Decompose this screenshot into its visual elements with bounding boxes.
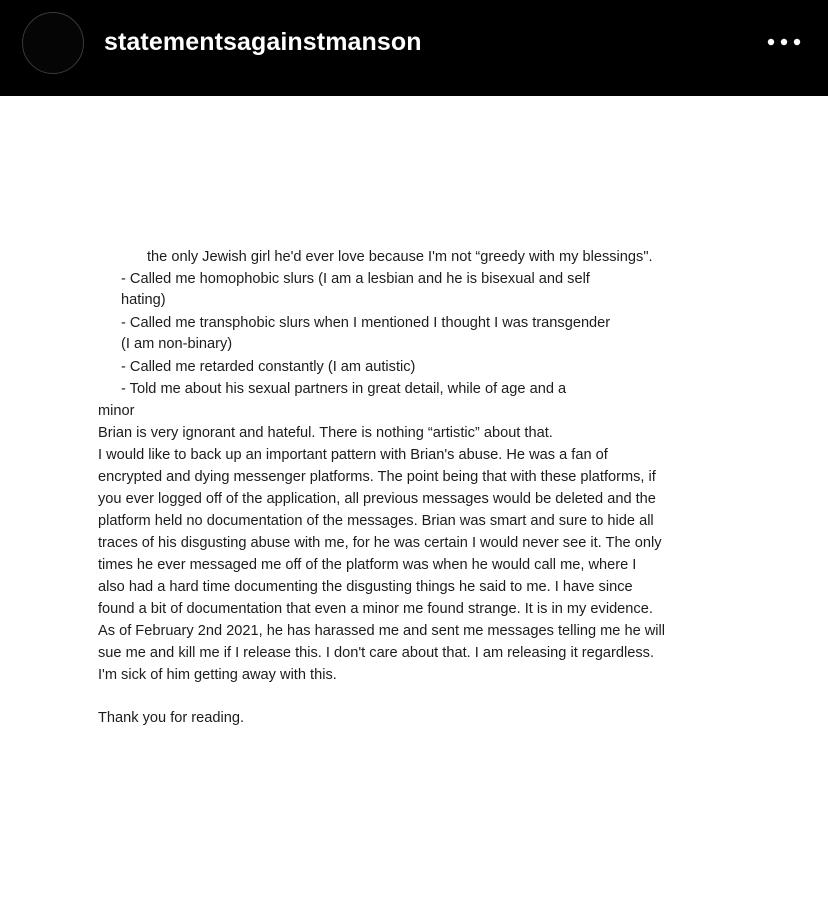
document-line: traces of his disgusting abuse with me, for he was certain I would never see it. The only [98,535,662,551]
document-line: times he ever messaged me off of the platform was when he would call me, where I [98,557,637,573]
post-image[interactable] [0,96,828,920]
document-line: platform held no documentation of the messages. Brian was smart and sure to hide all [98,513,654,529]
document-line: I'm sick of him getting away with this. [98,667,337,683]
profile-avatar[interactable] [22,12,84,74]
document-line: the only Jewish girl he'd ever love because I'm not “greedy with my blessings". [147,249,653,265]
document-line: - Called me homophobic slurs (I am a lesbian and he is bisexual and self [121,271,590,287]
document-line: found a bit of documentation that even a minor me found strange. It is in my evidence. [98,601,653,617]
more-options-button[interactable] [762,28,806,56]
document-line: - Called me transphobic slurs when I mentioned I thought I was transgender [121,315,611,331]
document-line: also had a hard time documenting the disgusting things he said to me. I have since [98,579,633,595]
post-header [0,0,828,96]
document-line: (I am non-binary) [121,336,233,352]
document-line: - Told me about his sexual partners in great detail, while of age and a [121,381,567,397]
document-line: I would like to back up an important pattern with Brian's abuse. He was a fan of [98,447,608,463]
document-line: - Called me retarded constantly (I am autistic) [121,359,416,375]
profile-username[interactable]: statementsagainstmanson [104,28,422,56]
document-line: Brian is very ignorant and hateful. There is nothing “artistic” about that. [98,425,553,441]
document-line: Thank you for reading. [98,710,245,726]
document-line: As of February 2nd 2021, he has harassed me and sent me messages telling me he will [98,623,666,639]
document-line: hating) [121,292,166,308]
document-line: sue me and kill me if I release this. I don't care about that. I am releasing it regardless. [98,645,655,661]
document-line: minor [98,403,135,419]
document-line: encrypted and dying messenger platforms. The point being that with these platforms, if [98,469,656,485]
statement-document [0,96,828,920]
more-horizontal-icon [767,38,801,46]
document-line: you ever logged off of the application, all previous messages would be deleted and the [98,491,656,507]
